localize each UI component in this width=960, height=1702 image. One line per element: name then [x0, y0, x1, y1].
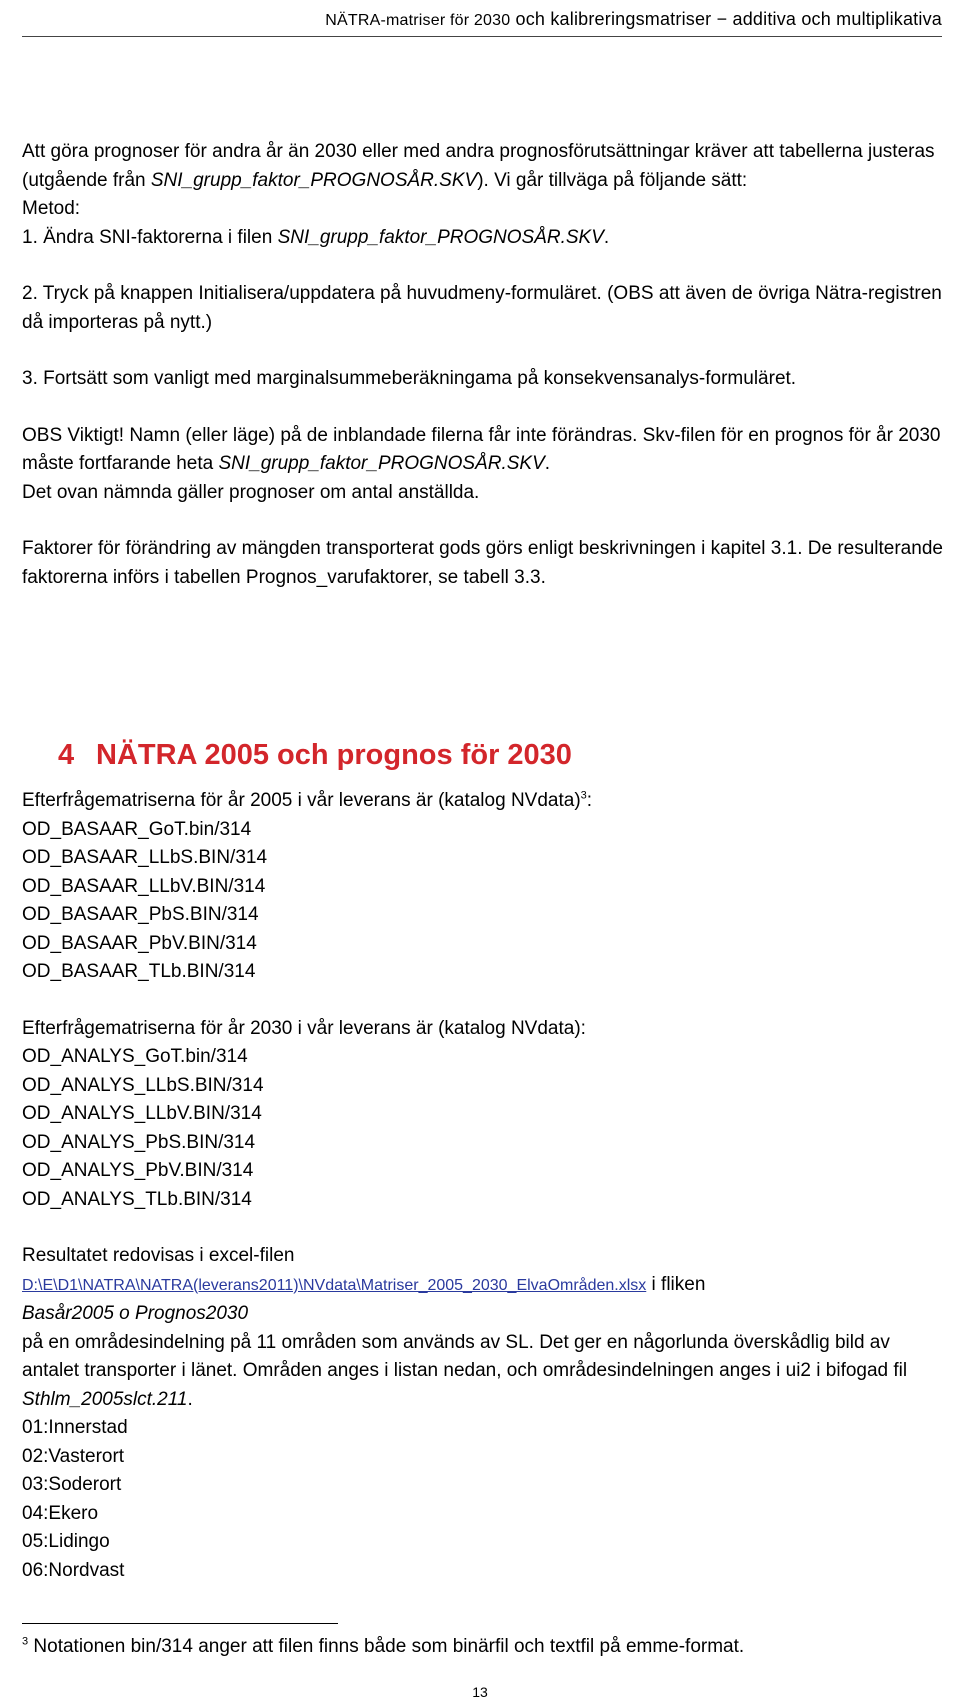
section-number: 4 — [58, 739, 75, 771]
result-tab: Basår2005 o Prognos2030 — [22, 1303, 249, 1324]
file-name: Sthlm_2005slct.211 — [22, 1388, 188, 1410]
section-heading — [58, 737, 572, 773]
list-item: OD_BASAAR_TLb.BIN/314 — [22, 961, 256, 982]
running-header — [325, 9, 942, 30]
list-item: 03:Soderort — [22, 1474, 122, 1495]
analys-intro: Efterfrågematriserna för år 2030 i vår leverans är (katalog NVdata): — [22, 1017, 586, 1039]
list-item: 06:Nordvast — [22, 1559, 125, 1581]
analys-file-list — [22, 1043, 952, 1214]
file-name: SNI_grupp_faktor_PROGNOSÅR.SKV — [218, 453, 545, 474]
list-item: OD_ANALYS_LLbV.BIN/314 — [22, 1103, 262, 1124]
faktorer-paragraph: Faktorer för förändring av mängden transporterat gods görs enligt beskrivningen i kapitel 3.1. De resulterande faktorerna införs i tabellen Prognos_varufaktorer, se tabell 3.3. — [22, 538, 943, 588]
list-item: OD_BASAAR_GoT.bin/314 — [22, 818, 252, 840]
page-number: 13 — [472, 1684, 488, 1700]
result-link-line: D:\E\D1\NATRA\NATRA(leverans2011)\NVdata\Matriser_2005_2030_ElvaOmråden.xlsx i fliken — [22, 1273, 706, 1295]
list-item: 01:Innerstad — [22, 1417, 128, 1438]
obs-paragraph: OBS Viktigt! Namn (eller läge) på de inblandade filerna får inte förändras. Skv-filen för en prognos för år 2030 måste fortfarande heta SNI_grupp_faktor_PROGNOSÅR.SKV. — [22, 424, 941, 474]
header-part1: NÄTRA-matriser för 2030 — [325, 12, 511, 29]
step-1: 1. Ändra SNI-faktorerna i filen SNI_grupp_faktor_PROGNOSÅR.SKV. — [22, 226, 610, 248]
list-item: 02:Vasterort — [22, 1445, 125, 1467]
list-item: 05:Lidingo — [22, 1531, 110, 1552]
file-name: SNI_grupp_faktor_PROGNOSÅR.SKV — [150, 169, 478, 191]
basaar-intro: Efterfrågematriserna för år 2005 i vår leverans är (katalog NVdata)$^3$: — [22, 789, 593, 811]
list-item: OD_BASAAR_LLbS.BIN/314 — [22, 847, 268, 868]
footnote-rule — [22, 1623, 338, 1624]
obs-note: Det ovan nämnda gäller prognoser om antal anställda. — [22, 481, 480, 503]
list-item: OD_ANALYS_PbS.BIN/314 — [22, 1131, 256, 1153]
metod-label: Metod: — [22, 198, 81, 219]
intro-block — [22, 138, 952, 592]
result-description: på en områdesindelning på 11 områden som används av SL. Det ger en någorlunda överskådlig bild av antalet transporter i länet. Områden anges i listan nedan, och områdesindelningen anges i ui2 i bifogad fil Sthlm_2005slct.211. — [22, 1331, 908, 1410]
section-body — [22, 787, 952, 1585]
list-item: 04:Ekero — [22, 1502, 99, 1524]
section-title: NÄTRA 2005 och prognos för 2030 — [96, 739, 572, 771]
file-name: SNI_grupp_faktor_PROGNOSÅR.SKV — [277, 226, 604, 248]
list-item: OD_ANALYS_LLbS.BIN/314 — [22, 1074, 264, 1096]
footnote-text: Notationen bin/314 anger att filen finns både som binärfil och textfil på emme-format. — [33, 1636, 745, 1657]
footnote-mark: 3 — [22, 1635, 29, 1648]
basaar-file-list — [22, 816, 952, 987]
intro-paragraph: Att göra prognoser för andra år än 2030 eller med andra prognosförutsättningar kräver att tabellerna justeras (utgående från SNI_grupp_faktor_PROGNOSÅR.SKV). Vi går tillväga på följande sätt: — [22, 141, 935, 191]
footnote-ref: 3 — [580, 789, 587, 802]
step-2: 2. Tryck på knappen Initialisera/uppdatera på huvudmeny-formuläret. (OBS att även de övriga Nätra-registren då importeras på nytt.) — [22, 283, 942, 333]
result-intro: Resultatet redovisas i excel-filen — [22, 1245, 295, 1266]
header-part2: och kalibreringsmatriser − additiva och multiplikativa — [515, 9, 942, 29]
area-list — [22, 1414, 952, 1585]
header-rule — [22, 36, 942, 37]
list-item: OD_ANALYS_PbV.BIN/314 — [22, 1160, 254, 1181]
list-item: OD_ANALYS_TLb.BIN/314 — [22, 1188, 252, 1210]
excel-file-link[interactable]: D:\E\D1\NATRA\NATRA(leverans2011)\NVdata\Matriser_2005_2030_ElvaOmråden.xlsx — [22, 1276, 647, 1294]
list-item: OD_BASAAR_PbS.BIN/314 — [22, 904, 259, 925]
step-3: 3. Fortsätt som vanligt med marginalsummeberäkningama på konsekvensanalys-formuläret. — [22, 368, 797, 389]
list-item: OD_BASAAR_PbV.BIN/314 — [22, 932, 257, 954]
footnote — [22, 1636, 744, 1658]
list-item: OD_ANALYS_GoT.bin/314 — [22, 1046, 248, 1067]
list-item: OD_BASAAR_LLbV.BIN/314 — [22, 875, 266, 897]
